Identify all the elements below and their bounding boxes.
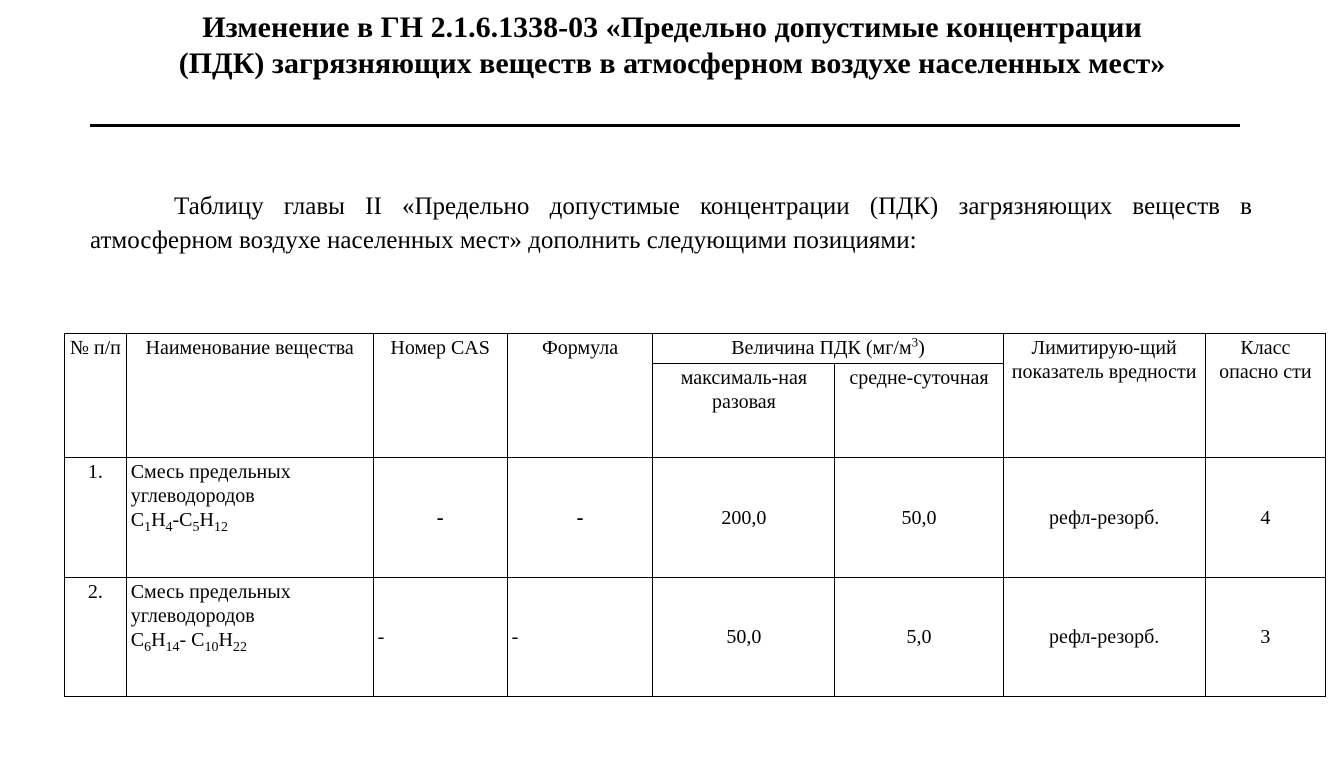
cell-name bbox=[126, 458, 373, 578]
cell-formula-text: $C_6H_{14}-$ $C_{10}H_{22}$ bbox=[130, 629, 247, 655]
cell-formula-text: $C_1H_4-C_5H_{12}$ bbox=[130, 509, 228, 535]
header-pdk-group bbox=[653, 334, 1003, 364]
cell-name-text: Смесь предельных углеводородов bbox=[130, 461, 291, 507]
header-name: Наименование вещества bbox=[126, 334, 373, 458]
cell-name-text: Смесь предельных углеводородов bbox=[130, 581, 291, 627]
header-pdk-unit: 3 bbox=[911, 334, 919, 350]
header-pdk-text: Величина ПДК (мг/м bbox=[731, 337, 912, 359]
cell-cas: - bbox=[373, 458, 507, 578]
header-pdk-close: ) bbox=[918, 337, 925, 359]
cell-formula: - bbox=[507, 458, 653, 578]
header-hazard-class: Класс опасно сти bbox=[1205, 334, 1325, 458]
header-max-single: максималь-ная разовая bbox=[653, 364, 835, 458]
document-title bbox=[60, 10, 1284, 82]
title-line-2: (ПДК) загрязняющих веществ в атмосферном воздухе населенных мест» bbox=[178, 47, 1166, 80]
title-underline bbox=[90, 124, 1240, 127]
cell-cas: - bbox=[373, 578, 507, 697]
table-row bbox=[65, 578, 1326, 697]
header-num: № п/п bbox=[65, 334, 127, 458]
header-daily-avg: средне-суточная bbox=[835, 364, 1003, 458]
header-cas: Номер CAS bbox=[373, 334, 507, 458]
cell-limiting: рефл-резорб. bbox=[1003, 458, 1205, 578]
title-line-1: Изменение в ГН 2.1.6.1338-03 «Предельно допустимые концентрации bbox=[202, 11, 1142, 44]
cell-max-single: 200,0 bbox=[653, 458, 835, 578]
cell-daily-avg: 5,0 bbox=[835, 578, 1003, 697]
cell-name bbox=[126, 578, 373, 697]
cell-hazard-class: 3 bbox=[1205, 578, 1325, 697]
cell-daily-avg: 50,0 bbox=[835, 458, 1003, 578]
cell-hazard-class: 4 bbox=[1205, 458, 1325, 578]
pdk-table bbox=[64, 333, 1326, 697]
table-row bbox=[65, 458, 1326, 578]
cell-num: 1. bbox=[65, 458, 127, 578]
intro-paragraph: Таблицу главы II «Предельно допустимые концентрации (ПДК) загрязняющих веществ в атмосферном воздухе населенных мест» дополнить следующими позициями: bbox=[90, 193, 1252, 254]
cell-formula: - bbox=[507, 578, 653, 697]
header-formula: Формула bbox=[507, 334, 653, 458]
cell-num: 2. bbox=[65, 578, 127, 697]
header-limiting: Лимитирую-щий показатель вредности bbox=[1003, 334, 1205, 458]
cell-max-single: 50,0 bbox=[653, 578, 835, 697]
cell-limiting: рефл-резорб. bbox=[1003, 578, 1205, 697]
